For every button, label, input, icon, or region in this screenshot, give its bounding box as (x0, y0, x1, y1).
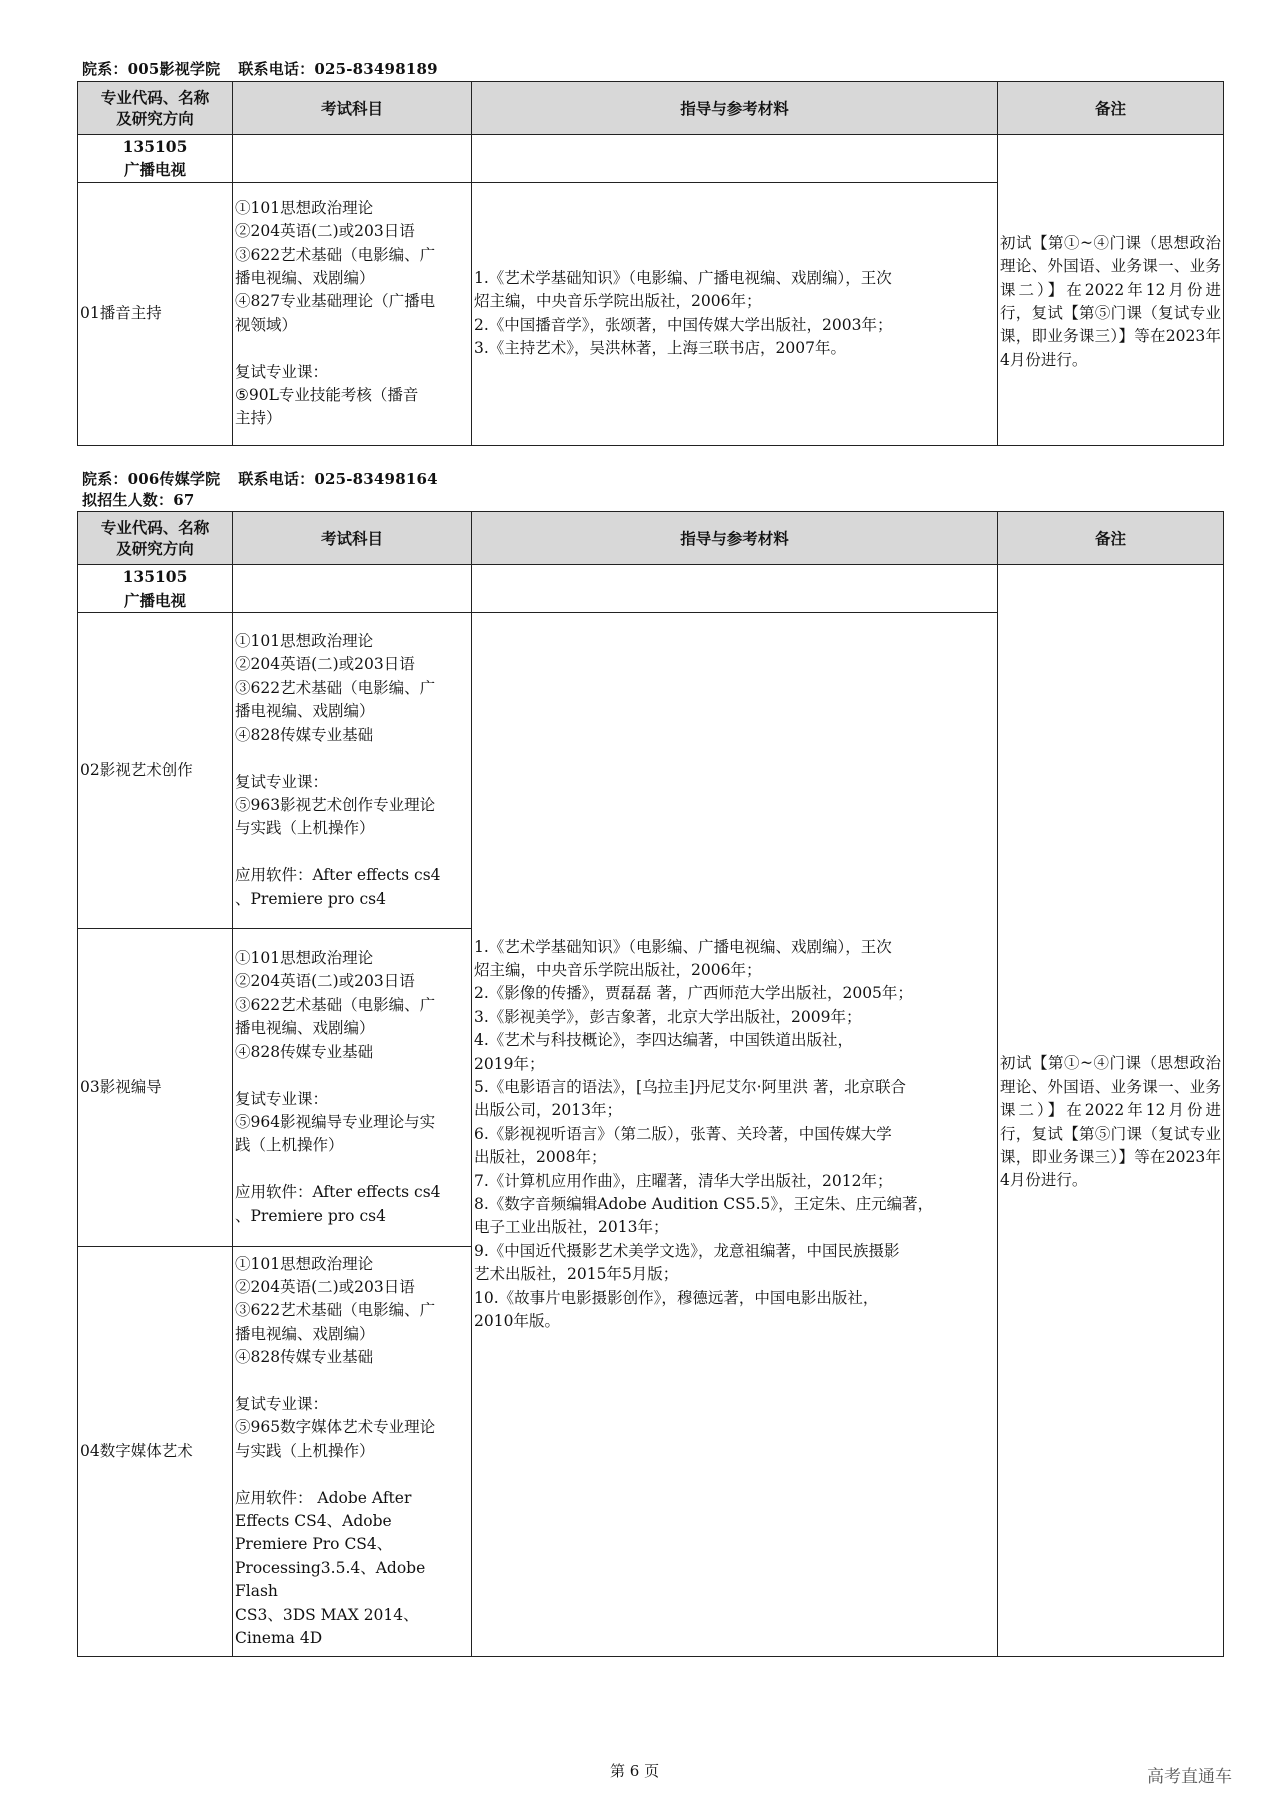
note-cell (998, 135, 1224, 446)
blank-line (235, 1064, 469, 1087)
text-line: 应用软件：After effects cs4 (235, 1183, 441, 1202)
text-line: 出版公司，2013年； (474, 1101, 622, 1120)
subjects-cell (233, 182, 472, 445)
major-name: 广播电视 (123, 590, 186, 610)
blank-line (235, 337, 469, 360)
header-refs: 指导与参考材料 (472, 512, 998, 565)
direction-cell: 03影视编导 (78, 929, 233, 1247)
text-line: Premiere Pro CS4、 (235, 1535, 393, 1554)
subjects-cell (233, 1247, 472, 1657)
blank-line (235, 747, 469, 770)
text-line: 践（上机操作） (235, 1136, 344, 1155)
text-line: 应用软件：After effects cs4 (235, 866, 441, 885)
text-line: 艺术出版社，2015年5月版； (474, 1265, 679, 1284)
text-line: 3.《主持艺术》，吴洪林著，上海三联书店，2007年。 (474, 339, 846, 358)
text-line: 、Premiere pro cs4 (235, 1206, 386, 1225)
text-line: 主持） (235, 409, 282, 428)
header-subjects: 考试科目 (233, 512, 472, 565)
text-line: ⑤965数字媒体艺术专业理论 (235, 1418, 436, 1437)
text-line: CS3、3DS MAX 2014、 (235, 1605, 419, 1624)
text-line: 复试专业课： (235, 362, 329, 381)
text-line: ④828传媒专业基础 (235, 1042, 374, 1061)
text-line: ③622艺术基础（电影编、广 (235, 245, 436, 264)
text-line: 电子工业出版社，2013年； (474, 1218, 669, 1237)
dept-header-006 (82, 470, 438, 489)
empty-cell (233, 135, 472, 183)
blank-line (235, 1370, 469, 1393)
blank-line (235, 1158, 469, 1181)
text-line: 2.《影像的传播》，贾磊磊 著，广西师范大学出版社，2005年； (474, 984, 913, 1003)
text-line: 9.《中国近代摄影艺术美学文选》，龙意祖编著，中国民族摄影 (474, 1241, 900, 1260)
empty-cell (472, 565, 998, 613)
major-code: 135105 (122, 567, 188, 587)
text-line: ④828传媒专业基础 (235, 725, 374, 744)
text-line: ②204英语(二)或203日语 (235, 1277, 415, 1296)
watermark: 高考直通车 (1147, 1767, 1232, 1787)
text-line: 视领域） (235, 315, 298, 334)
major-name: 广播电视 (123, 160, 186, 180)
text-line: 复试专业课： (235, 1394, 329, 1413)
text-line: ④828传媒专业基础 (235, 1348, 374, 1367)
subjects-cell (233, 613, 472, 929)
text-line: ②204英语(二)或203日语 (235, 222, 415, 241)
text-line: 2019年； (474, 1054, 545, 1073)
refs-cell (472, 182, 998, 445)
text-line: 1.《艺术学基础知识》（电影编、广播电视编、戏剧编），王次 (474, 937, 892, 956)
blank-line (235, 841, 469, 864)
text-line: ①101思想政治理论 (235, 949, 374, 968)
subjects-cell (233, 929, 472, 1247)
text-line: 5.《电影语言的语法》，[乌拉圭]丹尼艾尔·阿里洪 著，北京联合 (474, 1077, 906, 1096)
text-line: 播电视编、戏剧编） (235, 1324, 375, 1343)
direction-cell: 02影视艺术创作 (78, 613, 233, 929)
text-line: ③622艺术基础（电影编、广 (235, 678, 436, 697)
header-refs: 指导与参考材料 (472, 82, 998, 135)
text-line: Effects CS4、Adobe (235, 1512, 392, 1530)
text-line: ①101思想政治理论 (235, 1254, 374, 1273)
text-line: 10.《故事片电影摄影创作》，穆德远著，中国电影出版社， (474, 1288, 879, 1307)
text-line: ⑤90L专业技能考核（播音 (235, 386, 419, 405)
text-line: Cinema 4D (235, 1629, 323, 1648)
text-line: ⑤964影视编导专业理论与实 (235, 1112, 436, 1131)
text-line: 1.《艺术学基础知识》（电影编、广播电视编、戏剧编），王次 (474, 269, 892, 287)
text-line: 7.《计算机应用作曲》，庄曜著，清华大学出版社，2012年； (474, 1171, 893, 1190)
text-line: 炤主编，中央音乐学院出版社，2006年； (474, 292, 762, 311)
header-note: 备注 (998, 512, 1224, 565)
text-line: ①101思想政治理论 (235, 632, 374, 651)
header-note: 备注 (998, 82, 1224, 135)
direction-cell: 01播音主持 (78, 182, 233, 445)
text-line: 与实践（上机操作） (235, 1441, 375, 1460)
text-line: 播电视编、戏剧编） (235, 1019, 375, 1038)
text-line: ②204英语(二)或203日语 (235, 972, 415, 991)
header-major: 专业代码、名称 及研究方向 (78, 82, 233, 135)
text-line: 复试专业课： (235, 772, 329, 791)
text-line: 播电视编、戏剧编） (235, 702, 375, 721)
catalog-table-005 (77, 81, 1224, 446)
text-line: 复试专业课： (235, 1089, 329, 1108)
text-line: 、Premiere pro cs4 (235, 889, 386, 908)
text-line: 8.《数字音频编辑Adobe Audition CS5.5》，王定朱、庄元编著， (474, 1195, 934, 1214)
text-line: 播电视编、戏剧编） (235, 269, 375, 287)
empty-cell (233, 565, 472, 613)
text-line: ②204英语(二)或203日语 (235, 655, 415, 674)
text-line: Processing3.5.4、Adobe Flash (235, 1558, 431, 1601)
empty-cell (472, 135, 998, 183)
catalog-table-006 (77, 511, 1224, 1657)
text-line: 3.《影视美学》，彭吉象著，北京大学出版社，2009年； (474, 1007, 862, 1026)
text-line: ①101思想政治理论 (235, 198, 374, 217)
enrollment-quota: 拟招生人数：67 (82, 491, 195, 509)
note-text: 初试【第①~④门课（思想政治理论、外国语、业务课一、业务课二）】在2022年12月份进行，复试【第⑤门课（复试专业课，即业务课三）】等在2023年4月份进行。 (1000, 1054, 1221, 1190)
note-cell (998, 565, 1224, 1657)
major-cell (78, 565, 233, 613)
page-number: 第 6 页 (610, 1762, 660, 1780)
dept-phone: 联系电话：025-83498164 (238, 470, 438, 488)
text-line: 出版社，2008年； (474, 1148, 607, 1167)
dept-phone: 联系电话：025-83498189 (238, 60, 438, 78)
dept-name: 院系：006传媒学院 (82, 470, 221, 488)
text-line: ⑤963影视艺术创作专业理论 (235, 795, 436, 814)
text-line: 炤主编，中央音乐学院出版社，2006年； (474, 960, 762, 979)
header-subjects: 考试科目 (233, 82, 472, 135)
direction-cell: 04数字媒体艺术 (78, 1247, 233, 1657)
text-line: ③622艺术基础（电影编、广 (235, 1301, 436, 1320)
text-line: 4.《艺术与科技概论》，李四达编著，中国铁道出版社， (474, 1031, 854, 1050)
major-code: 135105 (122, 137, 188, 156)
text-line: ④827专业基础理论（广播电 (235, 292, 436, 311)
text-line: 6.《影视视听语言》（第二版），张菁、关玲著，中国传媒大学 (474, 1124, 892, 1143)
refs-cell (472, 613, 998, 1657)
text-line: 2010年版。 (474, 1312, 560, 1331)
note-text: 初试【第①~④门课（思想政治理论、外国语、业务课一、业务课二）】在2022年12月份进行，复试【第⑤门课（复试专业课，即业务课三）】等在2023年4月份进行。 (1000, 233, 1221, 369)
text-line: 2.《中国播音学》，张颂著，中国传媒大学出版社，2003年； (474, 315, 893, 334)
dept-name: 院系：005影视学院 (82, 60, 221, 78)
blank-line (235, 1463, 469, 1486)
text-line: 与实践（上机操作） (235, 819, 375, 838)
major-cell (78, 135, 233, 183)
text-line: 应用软件： Adobe After (235, 1488, 412, 1507)
header-major: 专业代码、名称 及研究方向 (78, 512, 233, 565)
dept-header-005 (82, 60, 438, 79)
text-line: ③622艺术基础（电影编、广 (235, 995, 436, 1014)
